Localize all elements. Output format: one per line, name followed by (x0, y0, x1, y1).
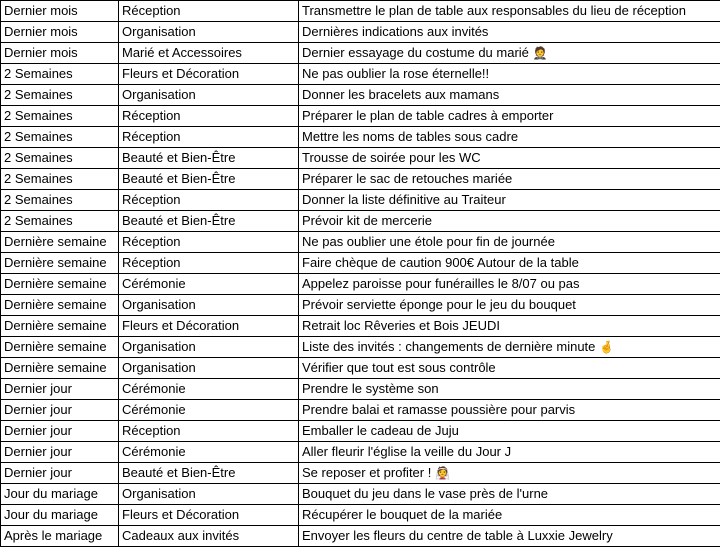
table-row (1, 232, 720, 253)
task-text: Transmettre le plan de table aux responsables du lieu de réception (302, 3, 686, 18)
task-text: Appelez paroisse pour funérailles le 8/07 ou pas (302, 276, 580, 291)
timeframe-cell[interactable]: 2 Semaines (1, 148, 119, 169)
task-cell[interactable] (299, 358, 720, 379)
task-text: Prendre le système son (302, 381, 439, 396)
timeframe-cell[interactable]: Dernier jour (1, 400, 119, 421)
table-row (1, 505, 720, 526)
emoji-icon: 🤞 (599, 340, 614, 354)
timeframe-cell[interactable]: Dernière semaine (1, 232, 119, 253)
category-cell[interactable]: Cadeaux aux invités (119, 526, 299, 547)
table-row (1, 316, 720, 337)
table-row (1, 253, 720, 274)
task-text: Donner la liste définitive au Traiteur (302, 192, 506, 207)
category-cell[interactable]: Cérémonie (119, 274, 299, 295)
category-cell[interactable]: Cérémonie (119, 379, 299, 400)
timeframe-cell[interactable]: Dernier jour (1, 379, 119, 400)
task-cell[interactable] (299, 169, 720, 190)
table-row (1, 85, 720, 106)
table-row (1, 148, 720, 169)
category-cell[interactable]: Fleurs et Décoration (119, 316, 299, 337)
table-row (1, 190, 720, 211)
category-cell[interactable]: Marié et Accessoires (119, 43, 299, 64)
task-cell[interactable] (299, 211, 720, 232)
emoji-icon: 🤵 (533, 46, 548, 60)
task-cell[interactable] (299, 253, 720, 274)
table-row (1, 358, 720, 379)
task-text: Préparer le sac de retouches mariée (302, 171, 512, 186)
table-row (1, 64, 720, 85)
category-cell[interactable]: Beauté et Bien-Être (119, 169, 299, 190)
timeframe-cell[interactable]: Dernière semaine (1, 295, 119, 316)
table-row (1, 295, 720, 316)
task-cell[interactable] (299, 106, 720, 127)
task-cell[interactable] (299, 127, 720, 148)
task-cell[interactable] (299, 379, 720, 400)
task-cell[interactable] (299, 484, 720, 505)
task-text: Retrait loc Rêveries et Bois JEUDI (302, 318, 500, 333)
category-cell[interactable]: Réception (119, 253, 299, 274)
table-row (1, 106, 720, 127)
timeframe-cell[interactable]: Dernier mois (1, 22, 119, 43)
task-cell[interactable] (299, 22, 720, 43)
category-cell[interactable]: Organisation (119, 85, 299, 106)
task-cell[interactable] (299, 85, 720, 106)
task-text: Ne pas oublier la rose éternelle!! (302, 66, 489, 81)
category-cell[interactable]: Réception (119, 190, 299, 211)
table-row (1, 274, 720, 295)
timeframe-cell[interactable]: Dernière semaine (1, 274, 119, 295)
table-row (1, 442, 720, 463)
task-cell[interactable] (299, 64, 720, 85)
table-row (1, 526, 720, 547)
category-cell[interactable]: Organisation (119, 295, 299, 316)
category-cell[interactable]: Cérémonie (119, 400, 299, 421)
task-text: Vérifier que tout est sous contrôle (302, 360, 496, 375)
table-row (1, 337, 720, 358)
task-text: Trousse de soirée pour les WC (302, 150, 481, 165)
emoji-icon: 👰 (435, 466, 450, 480)
task-cell[interactable] (299, 400, 720, 421)
timeframe-cell[interactable]: Dernière semaine (1, 316, 119, 337)
category-cell[interactable]: Réception (119, 1, 299, 22)
timeframe-cell[interactable]: 2 Semaines (1, 106, 119, 127)
timeframe-cell[interactable]: Dernier jour (1, 421, 119, 442)
category-cell[interactable]: Réception (119, 106, 299, 127)
table-row (1, 1, 720, 22)
timeframe-cell[interactable]: 2 Semaines (1, 127, 119, 148)
timeframe-cell[interactable]: Dernière semaine (1, 358, 119, 379)
task-text: Donner les bracelets aux mamans (302, 87, 499, 102)
task-text: Emballer le cadeau de Juju (302, 423, 459, 438)
task-cell[interactable] (299, 1, 720, 22)
checklist-body (1, 1, 720, 547)
task-text: Liste des invités : changements de dernière minute (302, 339, 595, 354)
timeframe-cell[interactable]: 2 Semaines (1, 169, 119, 190)
category-cell[interactable]: Organisation (119, 337, 299, 358)
task-cell[interactable] (299, 232, 720, 253)
task-cell[interactable] (299, 505, 720, 526)
category-cell[interactable]: Réception (119, 232, 299, 253)
timeframe-cell[interactable]: Dernière semaine (1, 337, 119, 358)
task-text: Prendre balai et ramasse poussière pour parvis (302, 402, 575, 417)
timeframe-cell[interactable]: Dernier jour (1, 442, 119, 463)
timeframe-cell[interactable]: Jour du mariage (1, 484, 119, 505)
timeframe-cell[interactable]: Dernier jour (1, 463, 119, 484)
task-cell[interactable] (299, 274, 720, 295)
task-cell[interactable] (299, 526, 720, 547)
category-cell[interactable]: Fleurs et Décoration (119, 64, 299, 85)
table-row (1, 43, 720, 64)
task-cell[interactable] (299, 421, 720, 442)
table-row (1, 211, 720, 232)
task-text: Prévoir serviette éponge pour le jeu du bouquet (302, 297, 576, 312)
task-text: Faire chèque de caution 900€ Autour de la table (302, 255, 579, 270)
table-row (1, 484, 720, 505)
category-cell[interactable]: Organisation (119, 358, 299, 379)
task-text: Aller fleurir l'église la veille du Jour J (302, 444, 511, 459)
task-cell[interactable] (299, 148, 720, 169)
task-text: Récupérer le bouquet de la mariée (302, 507, 502, 522)
task-text: Ne pas oublier une étole pour fin de journée (302, 234, 555, 249)
task-text: Préparer le plan de table cadres à emporter (302, 108, 553, 123)
timeframe-cell[interactable]: Jour du mariage (1, 505, 119, 526)
category-cell[interactable]: Beauté et Bien-Être (119, 148, 299, 169)
category-cell[interactable]: Réception (119, 421, 299, 442)
category-cell[interactable]: Beauté et Bien-Être (119, 463, 299, 484)
category-cell[interactable]: Fleurs et Décoration (119, 505, 299, 526)
task-text: Prévoir kit de mercerie (302, 213, 432, 228)
task-text: Mettre les noms de tables sous cadre (302, 129, 518, 144)
table-row (1, 379, 720, 400)
timeframe-cell[interactable]: Dernière semaine (1, 253, 119, 274)
task-cell[interactable] (299, 43, 720, 64)
task-cell[interactable] (299, 463, 720, 484)
task-cell[interactable] (299, 190, 720, 211)
category-cell[interactable]: Organisation (119, 22, 299, 43)
task-text: Dernières indications aux invités (302, 24, 488, 39)
timeframe-cell[interactable]: Dernier mois (1, 1, 119, 22)
task-cell[interactable] (299, 442, 720, 463)
table-row (1, 22, 720, 43)
table-row (1, 169, 720, 190)
task-cell[interactable] (299, 316, 720, 337)
category-cell[interactable]: Beauté et Bien-Être (119, 211, 299, 232)
category-cell[interactable]: Organisation (119, 484, 299, 505)
timeframe-cell[interactable]: 2 Semaines (1, 211, 119, 232)
task-text: Se reposer et profiter ! (302, 465, 431, 480)
timeframe-cell[interactable]: 2 Semaines (1, 190, 119, 211)
timeframe-cell[interactable]: 2 Semaines (1, 64, 119, 85)
task-text: Envoyer les fleurs du centre de table à Luxxie Jewelry (302, 528, 613, 543)
table-row (1, 127, 720, 148)
table-row (1, 421, 720, 442)
category-cell[interactable]: Cérémonie (119, 442, 299, 463)
category-cell[interactable]: Réception (119, 127, 299, 148)
task-cell[interactable] (299, 295, 720, 316)
timeframe-cell[interactable]: Après le mariage (1, 526, 119, 547)
timeframe-cell[interactable]: Dernier mois (1, 43, 119, 64)
table-row (1, 400, 720, 421)
timeframe-cell[interactable]: 2 Semaines (1, 85, 119, 106)
task-cell[interactable] (299, 337, 720, 358)
task-text: Dernier essayage du costume du marié (302, 45, 529, 60)
table-row (1, 463, 720, 484)
task-text: Bouquet du jeu dans le vase près de l'urne (302, 486, 548, 501)
